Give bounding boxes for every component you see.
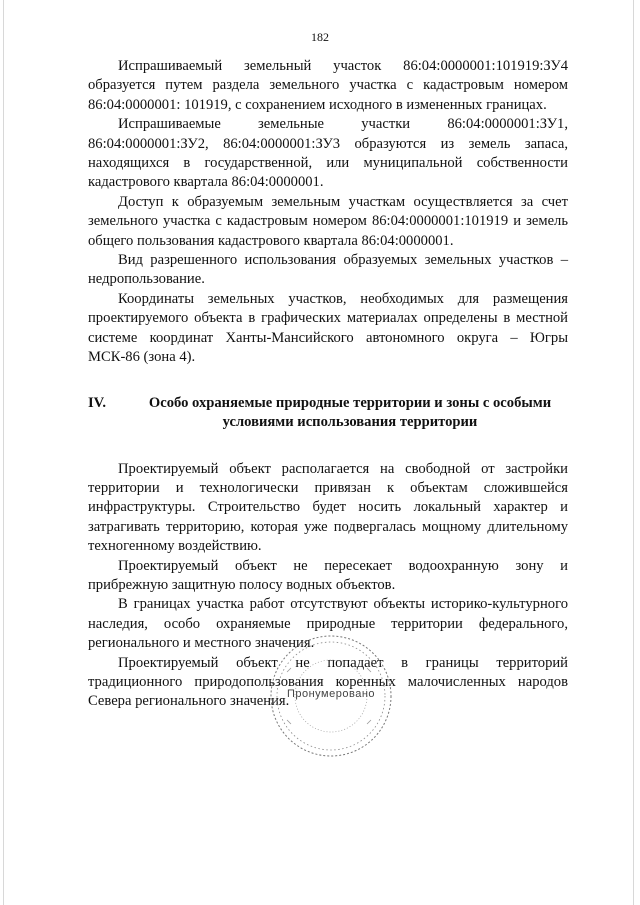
section-number: IV.: [88, 394, 106, 411]
page-number: 182: [311, 30, 329, 44]
stamp-text: Пронумеровано: [286, 688, 376, 700]
paragraph: Проектируемый объект располагается на свободной от застройки территории и технологически привязан к объектам сложившейся инфраструктуры. Строительство будет носить локальный характер и затрагивать территорию, которая уже подвергалась мощному длительному техногенному воздействию.: [88, 460, 568, 555]
paragraph: Вид разрешенного использования образуемых земельных участков – недропользование.: [88, 252, 568, 288]
left-edge-line: [3, 0, 4, 905]
paragraph: В границах участка работ отсутствуют объекты историко-культурного наследия, особо охраняемые природные территории федерального, регионального и местного значения.: [88, 596, 568, 652]
paragraph: Проектируемый объект не пересекает водоохранную зону и прибрежную защитную полосу водных объектов.: [88, 557, 568, 593]
section-title: Особо охраняемые природные территории и зоны с особыми условиями использования территории: [148, 394, 552, 430]
paragraph: Испрашиваемые земельные участки 86:04:0000001:ЗУ1, 86:04:0000001:ЗУ2, 86:04:0000001:ЗУ3 образуются из земель запаса, находящихся в государственной, или муниципальной собственности кадастрового квартала 86:04:0000001.: [88, 116, 568, 191]
section-heading: [88, 394, 568, 432]
seal-stamp-icon: [267, 632, 395, 760]
document-body: [88, 57, 568, 712]
paragraph: Доступ к образуемым земельным участкам осуществляется за счет земельного участка с кадастровым номером 86:04:0000001:101919 и земель общего пользования кадастрового квартала 86:04:0000001.: [88, 193, 568, 249]
right-edge-line: [633, 0, 634, 905]
paragraph: Испрашиваемый земельный участок 86:04:0000001:101919:ЗУ4 образуется путем раздела земельного участка с кадастровым номером 86:04:0000001: 101919, с сохранением исходного в измененных границах.: [88, 58, 568, 113]
paragraph: Проектируемый объект не попадает в границы территорий традиционного природопользования коренных малочисленных народов Севера регионального значения.: [88, 654, 568, 710]
paragraph: Координаты земельных участков, необходимых для размещения проектируемого объекта в графических материалах определены в местной системе координат Ханты-Мансийского автономного округа – Югры МСК-86 (зона 4).: [88, 290, 568, 366]
